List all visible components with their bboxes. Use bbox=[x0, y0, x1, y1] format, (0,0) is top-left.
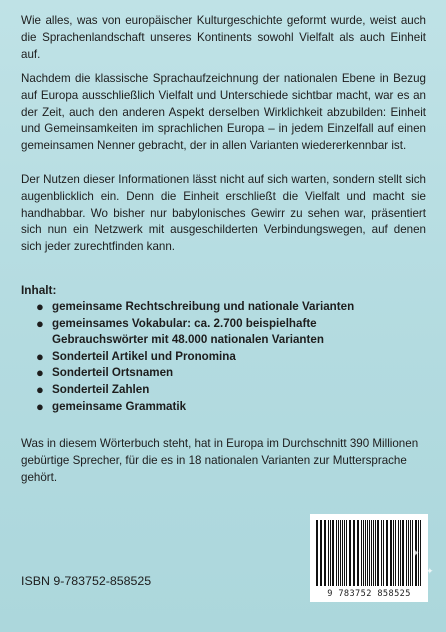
bullet-icon: ● bbox=[36, 398, 44, 414]
barcode-bars bbox=[316, 520, 422, 586]
barcode-bar bbox=[349, 520, 350, 586]
contents-item bbox=[36, 365, 426, 382]
barcode-bar bbox=[403, 520, 404, 586]
intro-paragraph-2: Nachdem die klassische Sprachaufzeichnung der nationalen Ebene in Bezug auf Europa ausschließlich Vielfalt und Unterschiede sichtbar macht, war es an der Zeit, auch den anderen Aspekt derselben Wirklichkeit abzubilden: Einheit und Gemeinsamkeiten im sprachlichen Europa – in jedem Einzelfall auf einen gemeinsamen Nenner gebracht, der in allen Varianten wiedererkennbar ist. bbox=[21, 72, 426, 153]
barcode-bar bbox=[381, 520, 382, 586]
barcode-digits: 9 783752 858525 bbox=[327, 589, 411, 599]
barcode-bar bbox=[398, 520, 399, 586]
bullet-icon: ● bbox=[36, 348, 44, 364]
contents-item bbox=[36, 316, 426, 349]
outro-paragraph: Was in diesem Wörterbuch steht, hat in Europa im Durchschnitt 390 Millionen gebürtige Sprecher, für die es in 18 nationalen Varianten zur Muttersprache gehört. bbox=[21, 437, 419, 484]
barcode-bar bbox=[393, 520, 394, 586]
contents-item-text: gemeinsame Rechtschreibung und nationale Varianten bbox=[52, 300, 355, 313]
sparkle-icon: ✦ bbox=[418, 590, 426, 600]
barcode-bar bbox=[378, 520, 379, 586]
contents-heading: Inhalt: bbox=[21, 283, 57, 297]
contents-list bbox=[36, 299, 426, 415]
contents-item bbox=[36, 382, 426, 399]
sparkle-icon: ✦ bbox=[412, 548, 420, 558]
bullet-icon: ● bbox=[36, 365, 44, 381]
barcode-bar bbox=[365, 520, 366, 586]
bullet-icon: ● bbox=[36, 299, 44, 314]
bullet-icon: ● bbox=[36, 315, 44, 331]
barcode-bar bbox=[328, 520, 329, 586]
contents-item-text: Sonderteil Artikel und Pronomina bbox=[52, 349, 236, 363]
barcode-bar bbox=[358, 520, 359, 586]
sparkle-icon: ✦ bbox=[426, 566, 434, 576]
barcode-bar bbox=[336, 520, 337, 586]
barcode-bar bbox=[344, 520, 345, 586]
contents-item bbox=[36, 399, 426, 416]
intro-paragraph-3: Der Nutzen dieser Informationen lässt nicht auf sich warten, sondern stellt sich augenblicklich ein. Denn die Einheit erschließt die Vielfalt und macht sie handhabbar. Wo bisher nur babylonisches Gewirr zu sehen war, präsentiert sich nun ein Netzwerk mit ausgeschilderten Verbindungswegen, auf denen sich jeder zurechtfinden kann. bbox=[21, 173, 426, 254]
barcode-bar bbox=[321, 520, 322, 586]
barcode-bar bbox=[387, 520, 388, 586]
barcode bbox=[310, 514, 428, 602]
contents-item bbox=[36, 299, 426, 316]
contents-item bbox=[36, 349, 426, 366]
barcode-bar bbox=[410, 520, 411, 586]
contents-item-text-continued: Gebrauchswörter mit 48.000 nationalen Varianten bbox=[52, 333, 324, 347]
isbn-label: ISBN 9-783752-858525 bbox=[21, 574, 152, 588]
contents-item-text: gemeinsame Grammatik bbox=[52, 399, 187, 413]
intro-paragraph-1: Wie alles, was von europäischer Kulturgeschichte geformt wurde, weist auch die Sprachenlandschaft unseres Kontinents sowohl Vielfalt als auch Einheit auf. bbox=[21, 14, 426, 61]
barcode-bar bbox=[367, 520, 368, 586]
contents-item-text: Sonderteil Zahlen bbox=[52, 382, 150, 396]
barcode-bar bbox=[354, 520, 355, 586]
contents-item-text: Sonderteil Ortsnamen bbox=[52, 366, 174, 380]
barcode-bar bbox=[333, 520, 334, 586]
bullet-icon: ● bbox=[36, 381, 44, 397]
contents-item-text: gemeinsames Vokabular: ca. 2.700 beispielhafte bbox=[52, 316, 317, 330]
